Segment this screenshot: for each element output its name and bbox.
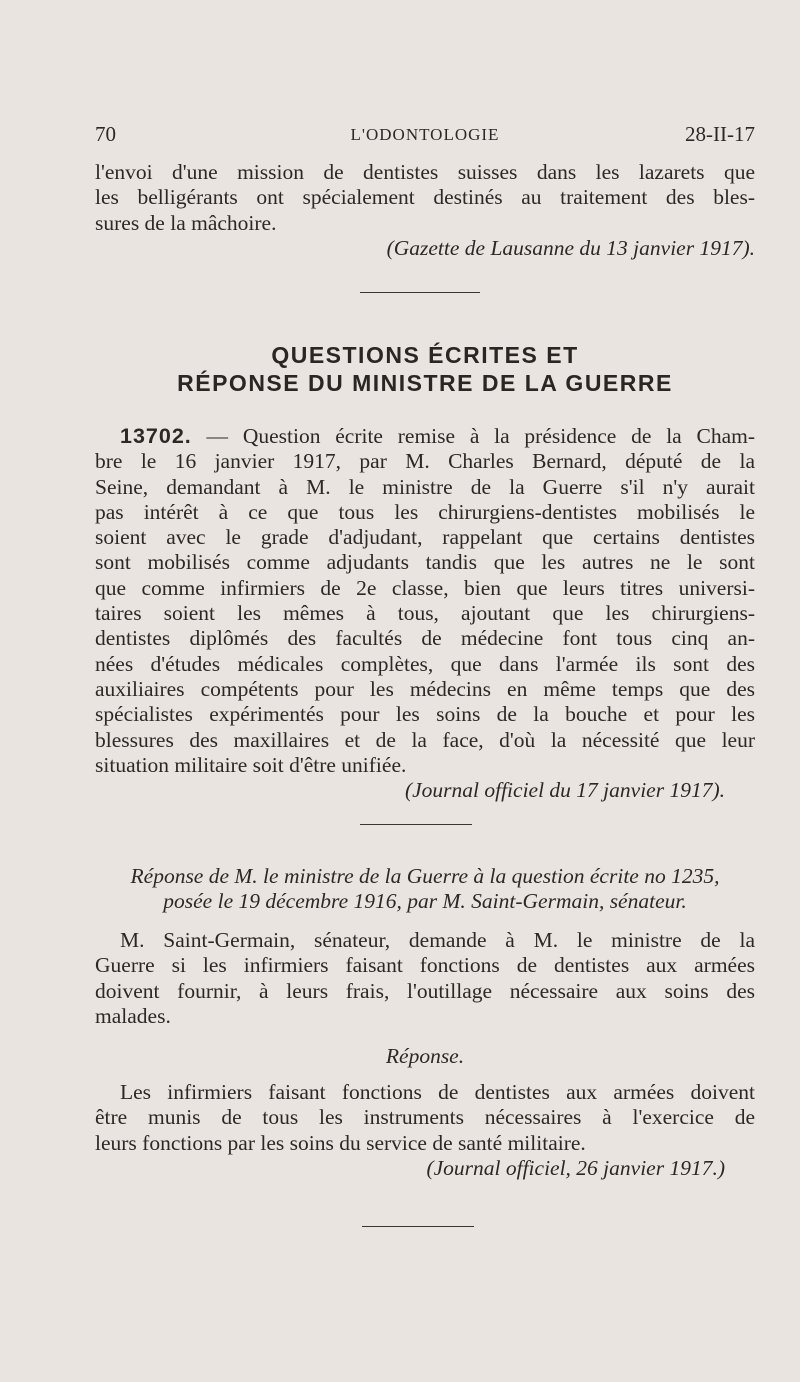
text-line: être munis de tous les instruments nécessaires à l'exercice de — [95, 1105, 755, 1130]
page-header — [95, 122, 755, 148]
issue-date: 28-II-17 — [685, 122, 755, 146]
text-line: doivent fournir, à leurs frais, l'outillage nécessaire aux soins des — [95, 978, 755, 1003]
section-title-line-1: QUESTIONS ÉCRITES ET — [271, 342, 579, 368]
response-heading-line-2: posée le 19 décembre 1916, par M. Saint-Germain, sénateur. — [163, 889, 687, 914]
text-line: leurs fonctions par les soins du service de santé militaire. — [95, 1130, 586, 1155]
separator-rule — [360, 824, 472, 825]
separator-rule — [360, 292, 480, 293]
text-line: soient avec le grade d'adjudant, rappelant que certains dentistes — [95, 525, 755, 550]
response-paragraph — [95, 1080, 755, 1181]
text-line: que comme infirmiers de 2e classe, bien que leurs titres universi- — [95, 575, 755, 600]
text-line: sont mobilisés comme adjudants tandis que les autres ne le sont — [95, 550, 755, 575]
response-source: (Journal officiel, 26 janvier 1917.) — [426, 1155, 725, 1180]
text-line: M. Saint-Germain, sénateur, demande à M. le ministre de la — [120, 928, 755, 952]
text-line: auxiliaires compétents pour les médecins en même temps que des — [95, 676, 755, 701]
separator-rule — [362, 1226, 474, 1227]
response-heading — [95, 864, 755, 915]
text-line: blessures des maxillaires et de la face, d'où la nécessité que leur — [95, 727, 755, 752]
text-line: Les infirmiers faisant fonctions de dentistes aux armées doivent — [120, 1080, 755, 1104]
text-line: pas intérêt à ce que tous les chirurgiens-dentistes mobilisés le — [95, 499, 755, 524]
running-title: L'ODONTOLOGIE — [350, 125, 500, 144]
question-paragraph — [95, 424, 755, 803]
intro-paragraph — [95, 160, 755, 261]
page-number: 70 — [95, 122, 116, 146]
section-title-line-2: RÉPONSE DU MINISTRE DE LA GUERRE — [177, 370, 673, 396]
text-line: Guerre si les infirmiers faisant fonctions de dentistes aux armées — [95, 953, 755, 978]
text-line: les belligérants ont spécialement destinés au traitement des bles- — [95, 185, 755, 210]
text-line: bre le 16 janvier 1917, par M. Charles Bernard, député de la — [95, 449, 755, 474]
text-line: l'envoi d'une mission de dentistes suisses dans les lazarets que — [95, 160, 755, 184]
text-line: malades. — [95, 1003, 171, 1028]
text-line: dentistes diplômés des facultés de médecine font tous cinq an- — [95, 626, 755, 651]
response-label: Réponse. — [385, 1044, 465, 1068]
question-first-line — [95, 424, 755, 449]
question-source: (Journal officiel du 17 janvier 1917). — [404, 778, 725, 803]
intro-source: (Gazette de Lausanne du 13 janvier 1917). — [386, 235, 755, 260]
text-line: sures de la mâchoire. — [95, 210, 277, 235]
text-line: nées d'études médicales complètes, que dans l'armée ils sont des — [95, 651, 755, 676]
text-line: spécialistes expérimentés pour les soins de la bouche et pour les — [95, 702, 755, 727]
question-number: 13702. — [120, 424, 192, 448]
response-question-paragraph — [95, 928, 755, 1029]
text-line: Seine, demandant à M. le ministre de la Guerre s'il n'y aurait — [95, 474, 755, 499]
text-line: — Question écrite remise à la présidence de la Cham- — [206, 424, 755, 448]
text-line: situation militaire soit d'être unifiée. — [95, 752, 407, 777]
text-line: taires soient les mêmes à tous, ajoutant que les chirurgiens- — [95, 601, 755, 626]
response-heading-line-1: Réponse de M. le ministre de la Guerre à la question écrite no 1235, — [130, 864, 720, 888]
